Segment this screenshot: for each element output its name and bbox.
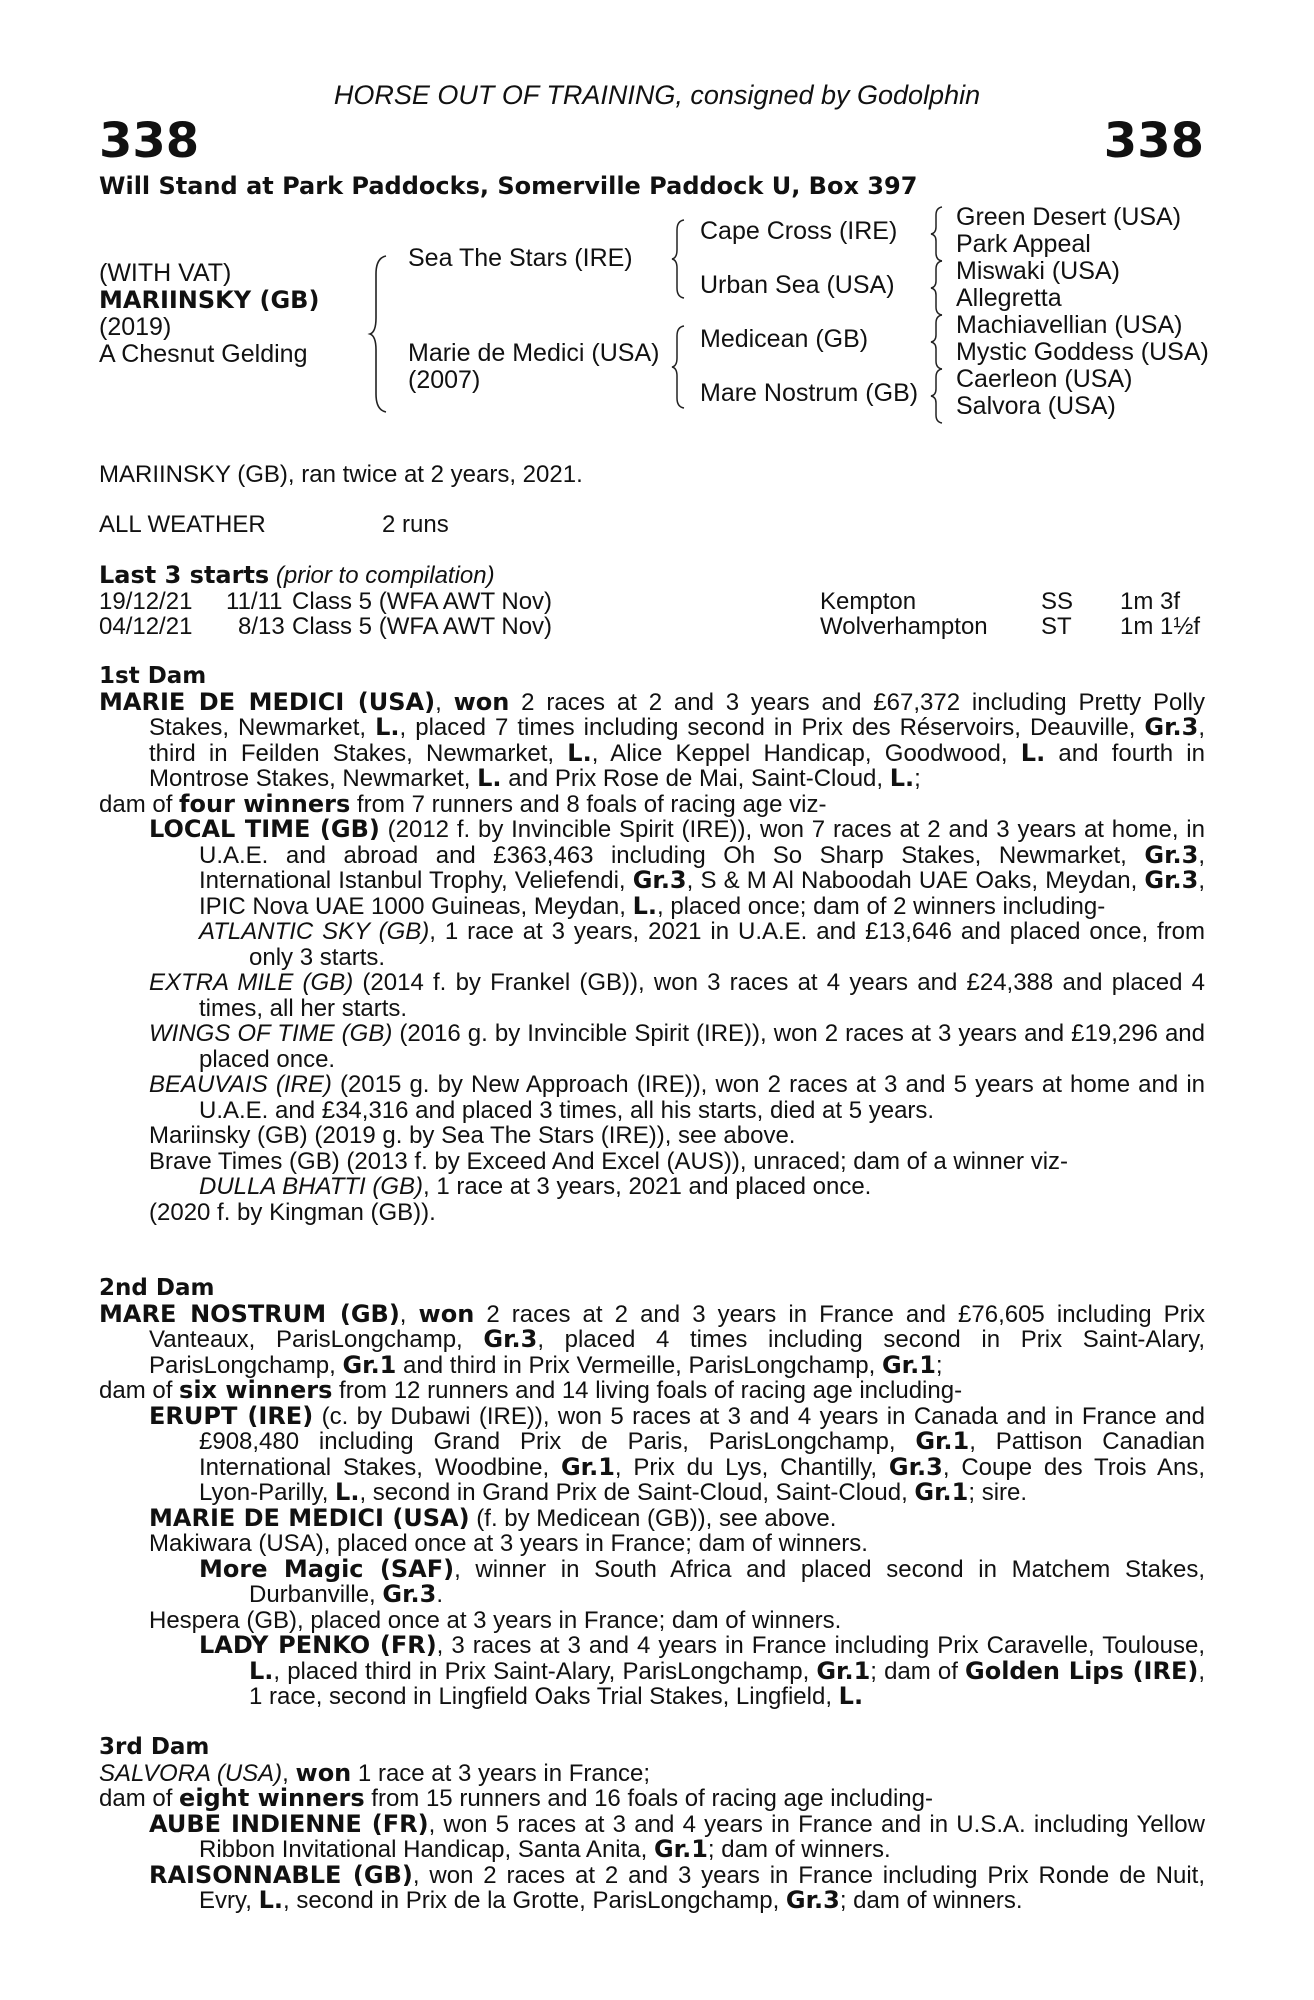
text-run: (f. by Medicean (GB)), see above. xyxy=(469,1504,837,1532)
text-run: , second in Prix de la Grotte, ParisLongchamp, xyxy=(282,1887,786,1914)
text-run: , placed 7 times including second in Prix des Réservoirs, Deauville, xyxy=(399,714,1145,741)
produce-brave-times: Brave Times (GB) (2013 f. by Exceed And Excel (AUS)), unraced; dam of a winner viz- xyxy=(149,1147,1069,1175)
produce-hespera: Hespera (GB), placed once at 3 years in France; dam of winners. xyxy=(149,1606,842,1634)
ancestor-1: Green Desert (USA) xyxy=(956,203,1182,231)
text-run: (2015 g. by New Approach (IRE)), won 2 races at 3 and 5 years at home and in U.A.E. and £34,316 and placed 3 times, all his starts, died at 5 years. xyxy=(199,1071,1206,1124)
text-run: LADY PENKO (FR) xyxy=(199,1631,437,1659)
text-run: Gr.3 xyxy=(632,866,687,894)
text-run: from 12 runners and 14 living foals of racing age including- xyxy=(332,1377,963,1404)
text-run: L. xyxy=(889,764,915,792)
text-run: Gr.3 xyxy=(1144,840,1199,869)
row2-race: Class 5 (WFA AWT Nov) xyxy=(292,613,553,640)
row2-course: Wolverhampton xyxy=(820,613,988,640)
horse-description: A Chesnut Gelding xyxy=(99,340,308,368)
text-run: dam of xyxy=(99,1785,180,1812)
produce-local-time xyxy=(149,817,1205,919)
produce-atlantic-sky xyxy=(199,919,1205,970)
last-starts-heading xyxy=(99,563,495,589)
text-run: SALVORA (USA) xyxy=(99,1759,283,1787)
row2-pos: 8/13 xyxy=(238,613,285,640)
text-run: MARE NOSTRUM (GB) xyxy=(99,1299,400,1328)
third-dam-heading: 3rd Dam xyxy=(99,1734,210,1760)
text-run: ; xyxy=(935,1351,943,1379)
dam-name: Marie de Medici (USA) xyxy=(408,339,660,367)
text-run: , 1 race at 3 years, 2021 and placed once. xyxy=(423,1173,872,1200)
produce-extra-mile xyxy=(149,970,1205,1021)
produce-erupt xyxy=(149,1401,1206,1506)
row2-distance: 1m 1½f xyxy=(1120,613,1201,640)
text-run: EXTRA MILE (GB) xyxy=(149,969,354,996)
ancestor-2: Park Appeal xyxy=(956,230,1091,258)
stand-location: Will Stand at Park Paddocks, Somerville Paddock U, Box 397 xyxy=(99,172,918,200)
text-run: , S & M Al Naboodah UAE Oaks, Meydan, xyxy=(686,867,1145,894)
pedigree-brace-g1 xyxy=(930,205,946,263)
produce-marie-de-medici xyxy=(149,1503,1205,1532)
text-run: , xyxy=(399,1300,419,1328)
text-run: 2 races at 2 and 3 years in France and £76,605 including Prix Vanteaux, ParisLongchamp, xyxy=(149,1300,1206,1353)
row2-date: 04/12/21 xyxy=(99,613,193,640)
text-run: MARIE DE MEDICI (USA) xyxy=(149,1503,470,1532)
text-run: Gr.1 xyxy=(560,1452,615,1481)
text-run: L. xyxy=(838,1682,864,1710)
sire-name: Sea The Stars (IRE) xyxy=(408,244,633,272)
lot-number-right: 338 xyxy=(1103,113,1204,169)
last-starts-title: Last 3 starts xyxy=(99,561,270,589)
text-run: DULLA BHATTI (GB) xyxy=(199,1173,424,1200)
text-run: , 1 race at 3 years, 2021 in U.A.E. and £13,646 and placed once, from only 3 starts. xyxy=(249,918,1206,971)
text-run: L. xyxy=(375,713,400,741)
text-run: , xyxy=(282,1759,296,1787)
text-run: L. xyxy=(249,1656,274,1685)
produce-dulla-bhatti xyxy=(199,1174,1205,1200)
text-run: and fourth in Montrose Stakes, Newmarket, xyxy=(149,739,1205,792)
text-run: Golden Lips (IRE) xyxy=(965,1656,1199,1685)
row1-course: Kempton xyxy=(820,588,917,615)
text-run: . xyxy=(436,1581,444,1608)
text-run: from 7 runners and 8 foals of racing age viz- xyxy=(350,790,827,818)
pedigree-brace-g2 xyxy=(930,259,946,317)
text-run: Gr.1 xyxy=(342,1350,397,1379)
produce-2020-filly: (2020 f. by Kingman (GB)). xyxy=(149,1198,436,1226)
text-run: Gr.3 xyxy=(1144,866,1199,894)
text-run: L. xyxy=(258,1886,283,1914)
first-dam-section xyxy=(99,664,1205,1225)
text-run: , 3 races at 3 and 4 years in France including Prix Caravelle, Toulouse, xyxy=(436,1632,1206,1659)
row1-going: SS xyxy=(1041,588,1074,615)
text-run: won xyxy=(295,1758,352,1787)
text-run: , third in Feilden Stakes, Newmarket, xyxy=(149,714,1205,767)
first-dam-name: MARIE DE MEDICI (USA) xyxy=(99,687,436,716)
text-run: ; dam of xyxy=(870,1657,966,1685)
text-run: L. xyxy=(477,764,502,792)
sire-dam: Urban Sea (USA) xyxy=(700,271,895,299)
ancestor-3: Miswaki (USA) xyxy=(956,257,1120,285)
text-run: , Pattison Canadian International Stakes, Woodbine, xyxy=(199,1428,1205,1481)
ancestor-4: Allegretta xyxy=(956,284,1062,312)
text-run: Gr.1 xyxy=(881,1350,936,1379)
text-run: L. xyxy=(1020,738,1046,767)
text-run: (2012 f. by Invincible Spirit (IRE)), won 7 races at 2 and 3 years at home, in U.A.E. and abroad and £363,463 including Oh So Sharp Stakes, Newmarket, xyxy=(199,816,1205,869)
text-run: , 1 race, second in Lingfield Oaks Trial Stakes, Lingfield, xyxy=(249,1657,1205,1710)
surface-label: ALL WEATHER xyxy=(99,511,266,538)
text-run: , Alice Keppel Handicap, Goodwood, xyxy=(591,739,1021,767)
text-run: , winner in South Africa and placed second in Matchem Stakes, Durbanville, xyxy=(249,1555,1205,1608)
ancestor-8: Salvora (USA) xyxy=(956,392,1116,420)
row1-race: Class 5 (WFA AWT Nov) xyxy=(292,588,553,615)
pedigree-brace-g3 xyxy=(930,313,946,371)
text-run: L. xyxy=(567,738,592,767)
first-dam-produce-summary xyxy=(99,789,1205,818)
produce-makiwara: Makiwara (USA), placed once at 3 years in France; dam of winners. xyxy=(149,1530,868,1557)
race-summary: MARIINSKY (GB), ran twice at 2 years, 2021. xyxy=(99,461,583,488)
produce-beauvais xyxy=(149,1072,1205,1123)
text-run: , won 5 races at 3 and 4 years in France and in U.S.A. including Yellow Ribbon Invitational Handicap, Santa Anita, xyxy=(199,1810,1205,1863)
pedigree-brace-dam xyxy=(672,324,688,410)
text-run: , IPIC Nova UAE 1000 Guineas, Meydan, xyxy=(199,867,1205,920)
text-run: More Magic (SAF) xyxy=(199,1554,455,1583)
text-run: Gr.1 xyxy=(915,1427,970,1455)
text-run: , won 2 races at 2 and 3 years in France including Prix Ronde de Nuit, Evry, xyxy=(199,1861,1205,1914)
produce-lady-penko xyxy=(199,1633,1205,1710)
text-run: six winners xyxy=(179,1376,333,1404)
text-run: 2 races at 2 and 3 years and £67,372 including Pretty Polly Stakes, Newmarket, xyxy=(149,688,1205,741)
last-starts-note: (prior to compilation) xyxy=(275,562,495,589)
consignment-line: HORSE OUT OF TRAINING, consigned by Godolphin xyxy=(333,80,981,110)
text-run: WINGS OF TIME (GB) xyxy=(149,1020,393,1047)
produce-raisonnable xyxy=(149,1860,1205,1914)
text-run: eight winners xyxy=(179,1784,365,1812)
text-run: and third in Prix Vermeille, ParisLongchamp, xyxy=(396,1351,882,1379)
text-run: dam of xyxy=(99,1377,180,1404)
text-run: RAISONNABLE (GB) xyxy=(149,1860,413,1889)
text-run: (2014 f. by Frankel (GB)), won 3 races at 4 years and £24,388 and placed 4 times, all her starts. xyxy=(199,969,1205,1022)
text-run: dam of xyxy=(99,790,180,818)
row1-date: 19/12/21 xyxy=(99,588,193,615)
ancestor-6: Mystic Goddess (USA) xyxy=(956,338,1209,366)
second-dam-record xyxy=(99,1299,1206,1379)
text-run: ERUPT (IRE) xyxy=(149,1401,314,1430)
text-run: , second in Grand Prix de Saint-Cloud, Saint-Cloud, xyxy=(359,1479,915,1506)
text-run: LOCAL TIME (GB) xyxy=(149,815,380,843)
third-dam-produce-summary xyxy=(99,1786,1205,1812)
text-run: , International Istanbul Trophy, Veliefendi, xyxy=(199,841,1205,894)
text-run: won xyxy=(453,687,510,716)
text-run: Gr.3 xyxy=(888,1452,943,1481)
text-run: ; dam of winners. xyxy=(839,1887,1023,1914)
second-dam-section xyxy=(99,1276,1205,1710)
second-dam-heading: 2nd Dam xyxy=(99,1275,215,1301)
horse-name: MARIINSKY (GB) xyxy=(99,286,320,314)
text-run: ; dam of winners. xyxy=(707,1836,891,1863)
lot-number-left: 338 xyxy=(99,113,200,169)
text-run: , placed 4 times including second in Prix Saint-Alary, ParisLongchamp, xyxy=(149,1326,1205,1379)
row2-going: ST xyxy=(1041,613,1072,640)
first-dam-heading: 1st Dam xyxy=(99,663,207,689)
text-run: BEAUVAIS (IRE) xyxy=(149,1071,332,1098)
text-run: (c. by Dubawi (IRE)), won 5 races at 3 and 4 years in Canada and in France and £908,480 including Grand Prix de Paris, ParisLongchamp, xyxy=(199,1402,1206,1455)
text-run: L. xyxy=(335,1478,360,1506)
text-run: , xyxy=(435,688,454,716)
text-run: AUBE INDIENNE (FR) xyxy=(149,1809,429,1838)
horse-year: (2019) xyxy=(99,313,172,341)
dam-sire: Medicean (GB) xyxy=(700,325,869,353)
ancestor-5: Machiavellian (USA) xyxy=(956,311,1183,339)
row1-pos: 11/11 xyxy=(226,588,283,615)
produce-mariinsky: Mariinsky (GB) (2019 g. by Sea The Stars (IRE)), see above. xyxy=(149,1122,796,1149)
text-run: , placed once; dam of 2 winners including- xyxy=(656,892,1106,920)
produce-more-magic xyxy=(199,1554,1205,1608)
text-run: Gr.1 xyxy=(816,1656,871,1685)
text-run: Gr.3 xyxy=(785,1886,840,1914)
text-run: Gr.1 xyxy=(914,1478,969,1506)
text-run: (2016 g. by Invincible Spirit (IRE)), won 2 races at 3 years and £19,296 and placed once. xyxy=(199,1020,1205,1073)
text-run: Gr.3 xyxy=(1144,713,1199,741)
text-run: and Prix Rose de Mai, Saint-Cloud, xyxy=(501,765,890,792)
text-run: Gr.1 xyxy=(653,1835,708,1863)
pedigree-brace-g4 xyxy=(930,367,946,425)
text-run: won xyxy=(418,1299,475,1328)
text-run: ; xyxy=(914,765,921,792)
third-dam-record xyxy=(99,1758,1205,1787)
text-run: , placed third in Prix Saint-Alary, ParisLongchamp, xyxy=(273,1657,817,1685)
produce-wings-of-time xyxy=(149,1021,1205,1072)
dam-dam: Mare Nostrum (GB) xyxy=(700,379,919,407)
text-run: from 15 runners and 16 foals of racing age including- xyxy=(364,1785,933,1812)
pedigree-brace-sire xyxy=(672,218,688,300)
row1-distance: 1m 3f xyxy=(1120,588,1181,615)
third-dam-section xyxy=(99,1735,1205,1914)
text-run: ATLANTIC SKY (GB) xyxy=(199,918,430,945)
second-dam-produce-summary xyxy=(99,1378,1205,1404)
text-run: four winners xyxy=(179,789,351,818)
text-run: 1 race at 3 years in France; xyxy=(351,1759,651,1787)
text-run: , Coupe des Trois Ans, Lyon-Parilly, xyxy=(199,1453,1205,1506)
text-run: ; sire. xyxy=(968,1479,1028,1506)
surface-value: 2 runs xyxy=(382,511,449,538)
produce-aube-indienne xyxy=(149,1809,1205,1863)
text-run: , Prix du Lys, Chantilly, xyxy=(614,1453,889,1481)
ancestor-7: Caerleon (USA) xyxy=(956,365,1133,393)
text-run: Gr.3 xyxy=(382,1580,437,1608)
horse-vat: (WITH VAT) xyxy=(99,259,232,287)
dam-year: (2007) xyxy=(408,366,481,394)
sire-sire: Cape Cross (IRE) xyxy=(700,217,898,245)
first-dam-record xyxy=(99,687,1205,792)
pedigree-brace-main xyxy=(372,254,392,414)
text-run: Gr.3 xyxy=(483,1325,538,1353)
text-run: L. xyxy=(632,891,657,920)
